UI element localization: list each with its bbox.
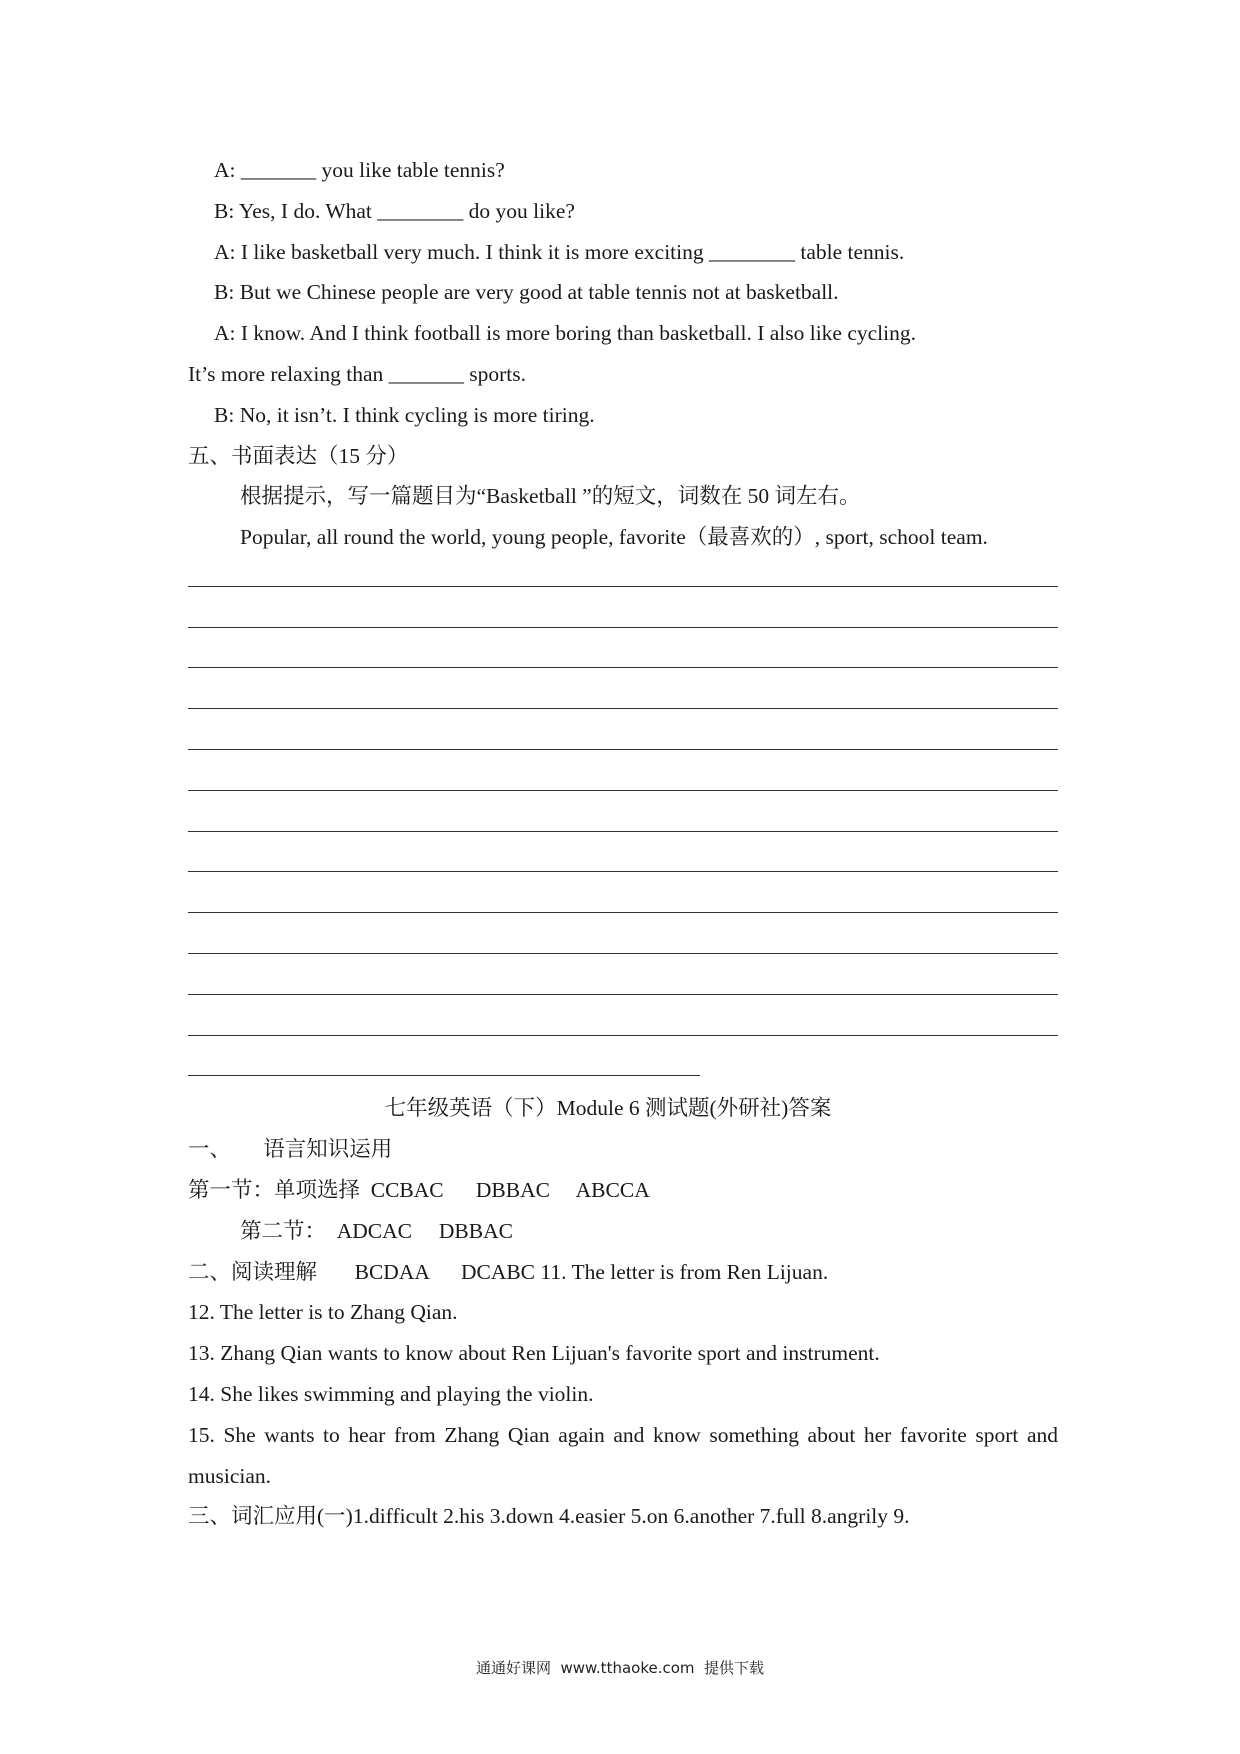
writing-answer-line [188, 599, 1058, 640]
answer-key-title: 七年级英语（下）Module 6 测试题(外研社)答案 [384, 1096, 832, 1121]
answer-section-2: 二、阅读理解 BCDAA DCABC 11. The letter is from Ren Lijuan. [188, 1259, 829, 1284]
writing-heading: 五、书面表达（15 分） [188, 443, 409, 468]
answer-part-1: 第一节：单项选择 CCBAC DBBAC ABCCA [188, 1177, 650, 1202]
writing-answer-line [188, 925, 1058, 966]
answer-13: 13. Zhang Qian wants to know about Ren Lijuan's favorite sport and instrument. [188, 1341, 880, 1366]
writing-answer-line [188, 884, 1058, 925]
writing-answer-line [188, 640, 1058, 681]
answer-part-2: 第二节： ADCAC DBBAC [240, 1218, 513, 1243]
answer-15: 15. She wants to hear from Zhang Qian again and know something about her favorite sport and musician. [188, 1422, 1058, 1488]
dialogue-line-5: A: I know. And I think football is more boring than basketball. I also like cycling. [214, 321, 917, 346]
writing-answer-line [188, 680, 1058, 721]
dialogue-line-3: A: I like basketball very much. I think it is more exciting ________ table tennis. [214, 239, 905, 264]
dialogue-line-1: A: _______ you like table tennis? [214, 158, 505, 182]
dialogue-line-4: B: But we Chinese people are very good at table tennis not at basketball. [214, 280, 839, 305]
page-content [188, 150, 1058, 1537]
writing-answer-line [188, 762, 1058, 803]
writing-answer-line [188, 558, 1058, 599]
writing-answer-line [188, 721, 1058, 762]
dialogue-line-6: It’s more relaxing than _______ sports. [188, 361, 526, 386]
answer-section-1: 一、 语言知识运用 [188, 1137, 393, 1162]
writing-answer-line [188, 1007, 1058, 1048]
writing-answer-line [188, 844, 1058, 885]
writing-answer-line-last [188, 1048, 1058, 1089]
writing-instruction: 根据提示，写一篇题目为“Basketball ”的短文，词数在 50 词左右。 [240, 484, 861, 509]
page-footer: 通通好课网 www.tthaoke.com 提供下载 [475, 1659, 765, 1677]
dialogue-line-7: B: No, it isn’t. I think cycling is more tiring. [214, 402, 595, 427]
writing-hints: Popular, all round the world, young people, favorite（最喜欢的）, sport, school team. [240, 525, 988, 550]
answer-section-3: 三、词汇应用(一)1.difficult 2.his 3.down 4.easier 5.on 6.another 7.full 8.angrily 9. [188, 1504, 910, 1529]
dialogue-line-2: B: Yes, I do. What ________ do you like? [214, 198, 575, 223]
answer-12: 12. The letter is to Zhang Qian. [188, 1300, 458, 1325]
writing-answer-line [188, 803, 1058, 844]
answer-14: 14. She likes swimming and playing the violin. [188, 1381, 594, 1406]
writing-answer-line [188, 966, 1058, 1007]
